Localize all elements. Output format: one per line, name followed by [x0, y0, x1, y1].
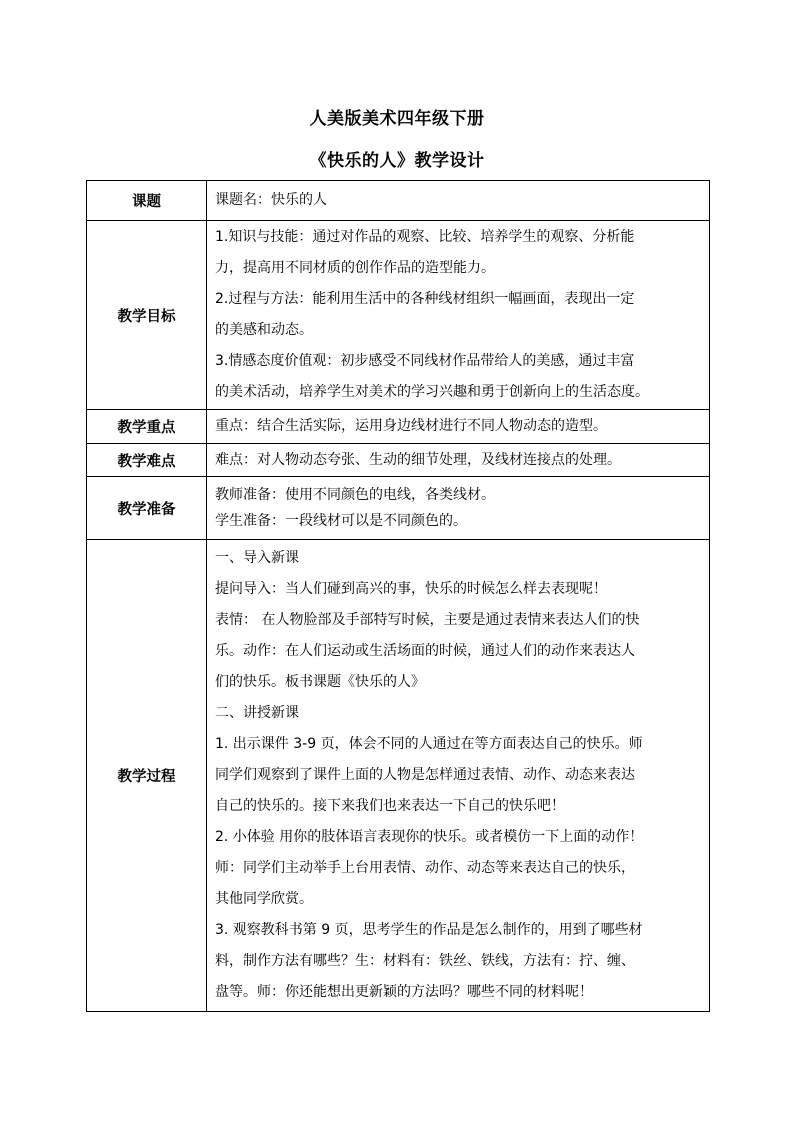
goals-line: 力，提高用不同材质的创作作品的造型能力。 [215, 260, 495, 276]
goals-content [207, 221, 710, 410]
label-process: 教学过程 [87, 540, 207, 1012]
preparation-content [207, 477, 710, 540]
process-line: 乐。动作：在人们运动或生活场面的时候，通过人们的动作来表达人 [215, 643, 635, 659]
process-line: 师：同学们主动举手上台用表情、动作、动态等来表达自己的快乐， [215, 860, 635, 876]
process-line: 其他同学欣赏。 [215, 891, 313, 907]
goals-line: 的美感和动态。 [215, 322, 313, 338]
row-goals [87, 221, 710, 410]
goals-line: 的美术活动，培养学生对美术的学习兴趣和勇于创新向上的生活态度。 [215, 384, 649, 400]
process-line: 自己的快乐的。接下来我们也来表达一下自己的快乐吧！ [215, 798, 565, 814]
label-difficulties: 教学难点 [87, 444, 207, 477]
process-line: 二、讲授新课 [215, 705, 299, 721]
topic-text: 课题名：快乐的人 [215, 192, 327, 208]
label-goals: 教学目标 [87, 221, 207, 410]
difficulties-content [207, 444, 710, 477]
document-subtitle: 《快乐的人》教学设计 [309, 151, 485, 171]
topic-value [207, 181, 710, 221]
row-key-points [87, 410, 710, 444]
difficulties-text: 难点：对人物动态夸张、生动的细节处理，及线材连接点的处理。 [215, 451, 621, 468]
label-key-points: 教学重点 [87, 410, 207, 444]
process-line: 一、导入新课 [215, 550, 299, 566]
process-line: 提问导入：当人们碰到高兴的事，快乐的时候怎么样去表现呢！ [215, 581, 607, 597]
process-line: 2. 小体验 用你的肢体语言表现你的快乐。或者模仿一下上面的动作！ [215, 829, 644, 845]
process-content [207, 540, 710, 1012]
process-line: 1. 出示课件 3-9 页，体会不同的人通过在等方面表达自己的快乐。师 [215, 736, 643, 752]
row-topic [87, 181, 710, 221]
label-topic: 课题 [87, 181, 207, 221]
process-line: 盘等。师：你还能想出更新颖的方法吗？哪些不同的材料呢！ [215, 984, 593, 1000]
process-line: 表情： 在人物脸部及手部特写时候，主要是通过表情来表达人们的快 [215, 612, 640, 628]
process-line: 料，制作方法有哪些？生：材料有：铁丝、铁线，方法有：拧、缠、 [215, 953, 635, 969]
label-preparation: 教学准备 [87, 477, 207, 540]
goals-line: 2.过程与方法：能利用生活中的各种线材组织一幅画面，表现出一定 [215, 291, 635, 307]
document-title: 人美版美术四年级下册 [309, 109, 485, 129]
preparation-line: 学生准备：一段线材可以是不同颜色的。 [215, 513, 467, 529]
process-line: 们的快乐。板书课题《快乐的人》 [215, 674, 425, 690]
goals-line: 1.知识与技能：通过对作品的观察、比较、培养学生的观察、分析能 [215, 229, 635, 245]
row-process [87, 540, 710, 1012]
row-difficulties [87, 444, 710, 477]
lesson-plan-table [86, 180, 710, 1012]
row-preparation [87, 477, 710, 540]
key-points-content [207, 410, 710, 444]
process-line: 同学们观察到了课件上面的人物是怎样通过表情、动作、动态来表达 [215, 767, 635, 783]
process-line: 3. 观察教科书第 9 页，思考学生的作品是怎么制作的，用到了哪些材 [215, 922, 643, 938]
key-points-text: 重点：结合生活实际，运用身边线材进行不同人物动态的造型。 [215, 418, 607, 434]
goals-line: 3.情感态度价值观：初步感受不同线材作品带给人的美感，通过丰富 [215, 353, 635, 369]
preparation-line: 教师准备：使用不同颜色的电线，各类线材。 [215, 487, 495, 503]
